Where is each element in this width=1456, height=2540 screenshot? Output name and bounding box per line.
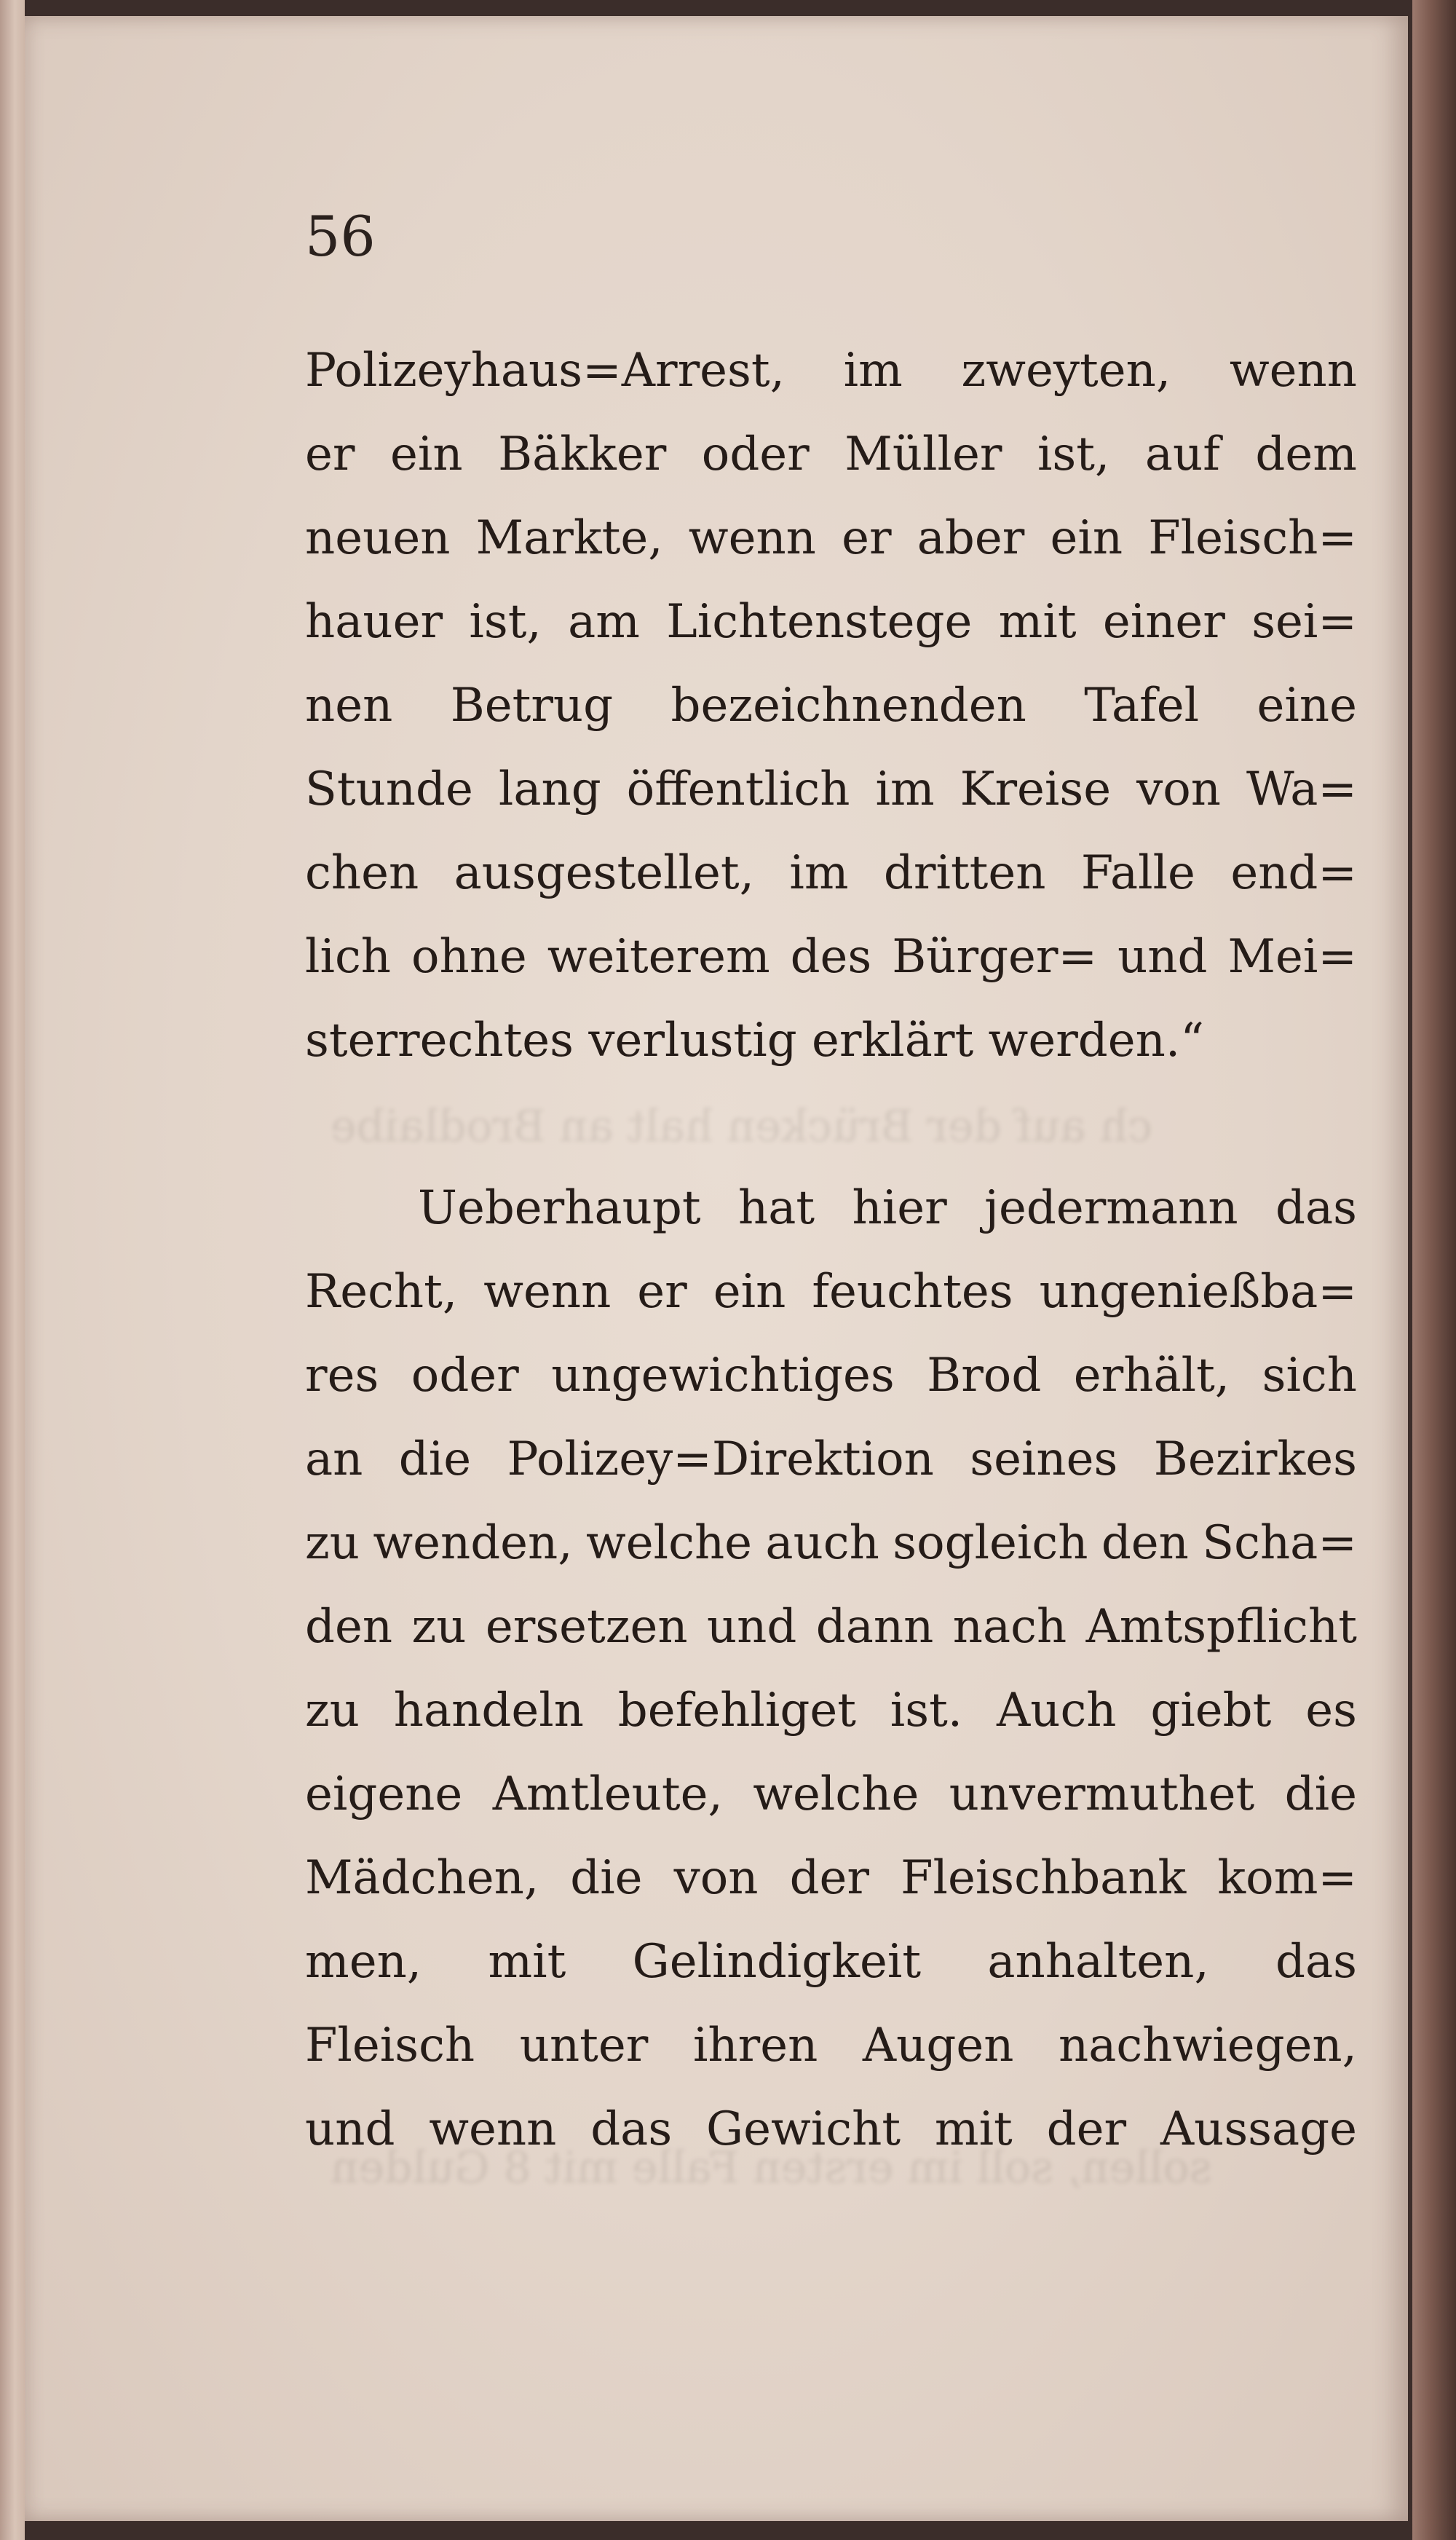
word: res <box>305 1349 379 1403</box>
word: am <box>568 595 640 649</box>
word: Polizey=Direktion <box>507 1432 934 1486</box>
word: von <box>1136 762 1221 816</box>
word: nen <box>305 679 393 733</box>
word: Bezirkes <box>1153 1432 1357 1486</box>
word: das <box>590 2102 673 2156</box>
paragraph <box>305 329 1357 1083</box>
text-line <box>305 2004 1357 2088</box>
word: Kreise <box>960 762 1112 816</box>
word: aber <box>917 511 1025 565</box>
word: Fleisch <box>305 2019 475 2072</box>
word: feuchtes <box>812 1265 1013 1319</box>
word: Stunde <box>305 762 473 816</box>
word: Mädchen, <box>305 1851 539 1905</box>
word: Lichtenstege <box>666 595 973 649</box>
word: öffentlich <box>626 762 850 816</box>
page-sheet <box>25 16 1408 2521</box>
word: auf <box>1144 427 1220 481</box>
word: wenn <box>1229 344 1357 398</box>
text-line <box>305 1920 1357 2004</box>
word: nachwiegen, <box>1059 2019 1357 2072</box>
word: es <box>1305 1684 1357 1738</box>
word: ohne <box>411 930 527 984</box>
word: zu <box>305 1516 360 1570</box>
word: ist, <box>469 595 542 649</box>
page-number: 56 <box>305 204 376 269</box>
word: zweyten, <box>961 344 1171 398</box>
word: mit <box>998 595 1077 649</box>
word: mit <box>934 2102 1013 2156</box>
word: Falle <box>1080 846 1195 900</box>
word: ein <box>1050 511 1123 565</box>
word: hauer <box>305 595 443 649</box>
text-line <box>305 1669 1357 1753</box>
word: ungenießba= <box>1039 1265 1357 1319</box>
word: Markte, <box>475 511 663 565</box>
word: die <box>398 1432 472 1486</box>
word: den <box>1101 1516 1189 1570</box>
word: men, <box>305 1935 422 1989</box>
word: Amtspflicht <box>1085 1600 1357 1654</box>
word: den <box>305 1600 393 1654</box>
text-line <box>305 1250 1357 1334</box>
word: kom= <box>1217 1851 1357 1905</box>
word: dann <box>815 1600 934 1654</box>
text-line <box>305 832 1357 915</box>
word: end= <box>1230 846 1357 900</box>
word: ist, <box>1037 427 1110 481</box>
word: hier <box>852 1181 947 1235</box>
word: die <box>1284 1767 1357 1821</box>
word: oder <box>701 427 810 481</box>
word: Müller <box>844 427 1002 481</box>
show-through-text: ch auf der Brücken halt an Brodlaibe <box>331 1101 1152 1152</box>
word: dritten <box>883 846 1046 900</box>
word: im <box>789 846 849 900</box>
word: die <box>570 1851 643 1905</box>
word: handeln <box>393 1684 584 1738</box>
word: das <box>1275 1181 1357 1235</box>
text-line <box>305 1167 1357 1250</box>
word: das <box>1275 1935 1357 1989</box>
word: Brod <box>927 1349 1042 1403</box>
word: seines <box>970 1432 1118 1486</box>
word: zu <box>305 1684 360 1738</box>
word: Fleisch= <box>1148 511 1357 565</box>
word: er <box>305 427 355 481</box>
word: hat <box>737 1181 815 1235</box>
word: Polizeyhaus=Arrest, <box>305 344 785 398</box>
word: ein <box>713 1265 786 1319</box>
word: welche <box>585 1516 753 1570</box>
word: Auch <box>997 1684 1117 1738</box>
text-line <box>305 1753 1357 1837</box>
word: von <box>673 1851 759 1905</box>
word: ihren <box>692 2019 818 2072</box>
text-line <box>305 915 1357 999</box>
word: im <box>843 344 903 398</box>
text-line <box>305 1837 1357 1920</box>
word: dem <box>1255 427 1357 481</box>
word: mit <box>488 1935 566 1989</box>
word: Tafel <box>1084 679 1200 733</box>
text-line <box>305 580 1357 664</box>
word: erhält, <box>1073 1349 1230 1403</box>
body-text <box>305 329 1357 2172</box>
word: bezeichnenden <box>670 679 1026 733</box>
word: ein <box>389 427 463 481</box>
word: Fleischbank <box>901 1851 1187 1905</box>
word: ist. <box>890 1684 963 1738</box>
text-line <box>305 1334 1357 1418</box>
word: oder <box>411 1349 519 1403</box>
word: nach <box>952 1600 1067 1654</box>
book-edge-left <box>0 0 25 2540</box>
word: giebt <box>1150 1684 1272 1738</box>
word: welche <box>753 1767 919 1821</box>
text-line <box>305 748 1357 832</box>
word: Gelindigkeit <box>632 1935 922 1989</box>
word: Amtleute, <box>492 1767 723 1821</box>
word: der <box>1046 2102 1127 2156</box>
word: er <box>637 1265 687 1319</box>
word: Betrug <box>450 679 614 733</box>
word: an <box>305 1432 363 1486</box>
word: chen <box>305 846 419 900</box>
word: eine <box>1257 679 1357 733</box>
word: des <box>790 930 872 984</box>
word: ungewichtiges <box>551 1349 895 1403</box>
word: weiterem <box>547 930 770 984</box>
word: ausgestellet, <box>454 846 754 900</box>
word: Bürger= <box>892 930 1098 984</box>
word: der <box>789 1851 869 1905</box>
text-line <box>305 1418 1357 1502</box>
word: einer <box>1102 595 1225 649</box>
word: und <box>706 1600 797 1654</box>
text-line <box>305 329 1357 413</box>
word: sogleich <box>893 1516 1088 1570</box>
word: und <box>1117 930 1208 984</box>
word: lang <box>498 762 601 816</box>
word: unvermuthet <box>949 1767 1255 1821</box>
show-through-text: sollen, soll im ersten Falle mit 8 Gulden <box>331 2142 1212 2193</box>
word: im <box>875 762 935 816</box>
word: jedermann <box>984 1181 1238 1235</box>
text-line <box>305 497 1357 580</box>
word: wenden, <box>373 1516 573 1570</box>
text-line <box>305 413 1357 497</box>
word: Gewicht <box>706 2102 901 2156</box>
paragraph <box>305 1167 1357 2172</box>
word: Recht, <box>305 1265 458 1319</box>
word: zu <box>411 1600 467 1654</box>
word: Ueberhaupt <box>418 1181 701 1235</box>
text-line: sterrechtes verlustig erklärt werden.“ <box>305 1014 1204 1068</box>
word: auch <box>765 1516 879 1570</box>
text-line <box>305 2088 1357 2172</box>
word: Bäkker <box>498 427 667 481</box>
word: Aussage <box>1160 2102 1357 2156</box>
word: Scha= <box>1202 1516 1357 1570</box>
word: er <box>842 511 892 565</box>
word: sich <box>1262 1349 1357 1403</box>
word: lich <box>305 930 391 984</box>
word: wenn <box>688 511 816 565</box>
word: sei= <box>1251 595 1357 649</box>
word: unter <box>519 2019 649 2072</box>
text-line <box>305 664 1357 748</box>
word: Mei= <box>1227 930 1357 984</box>
word: wenn <box>483 1265 612 1319</box>
book-edge-right <box>1412 0 1456 2540</box>
word: befehliget <box>617 1684 856 1738</box>
word: Wa= <box>1246 762 1357 816</box>
word: wenn <box>429 2102 557 2156</box>
word: neuen <box>305 511 451 565</box>
text-line <box>305 1502 1357 1585</box>
word: Augen <box>862 2019 1014 2072</box>
word: ersetzen <box>485 1600 688 1654</box>
word: und <box>305 2102 395 2156</box>
word: anhalten, <box>987 1935 1209 1989</box>
word: eigene <box>305 1767 463 1821</box>
text-line <box>305 1585 1357 1669</box>
